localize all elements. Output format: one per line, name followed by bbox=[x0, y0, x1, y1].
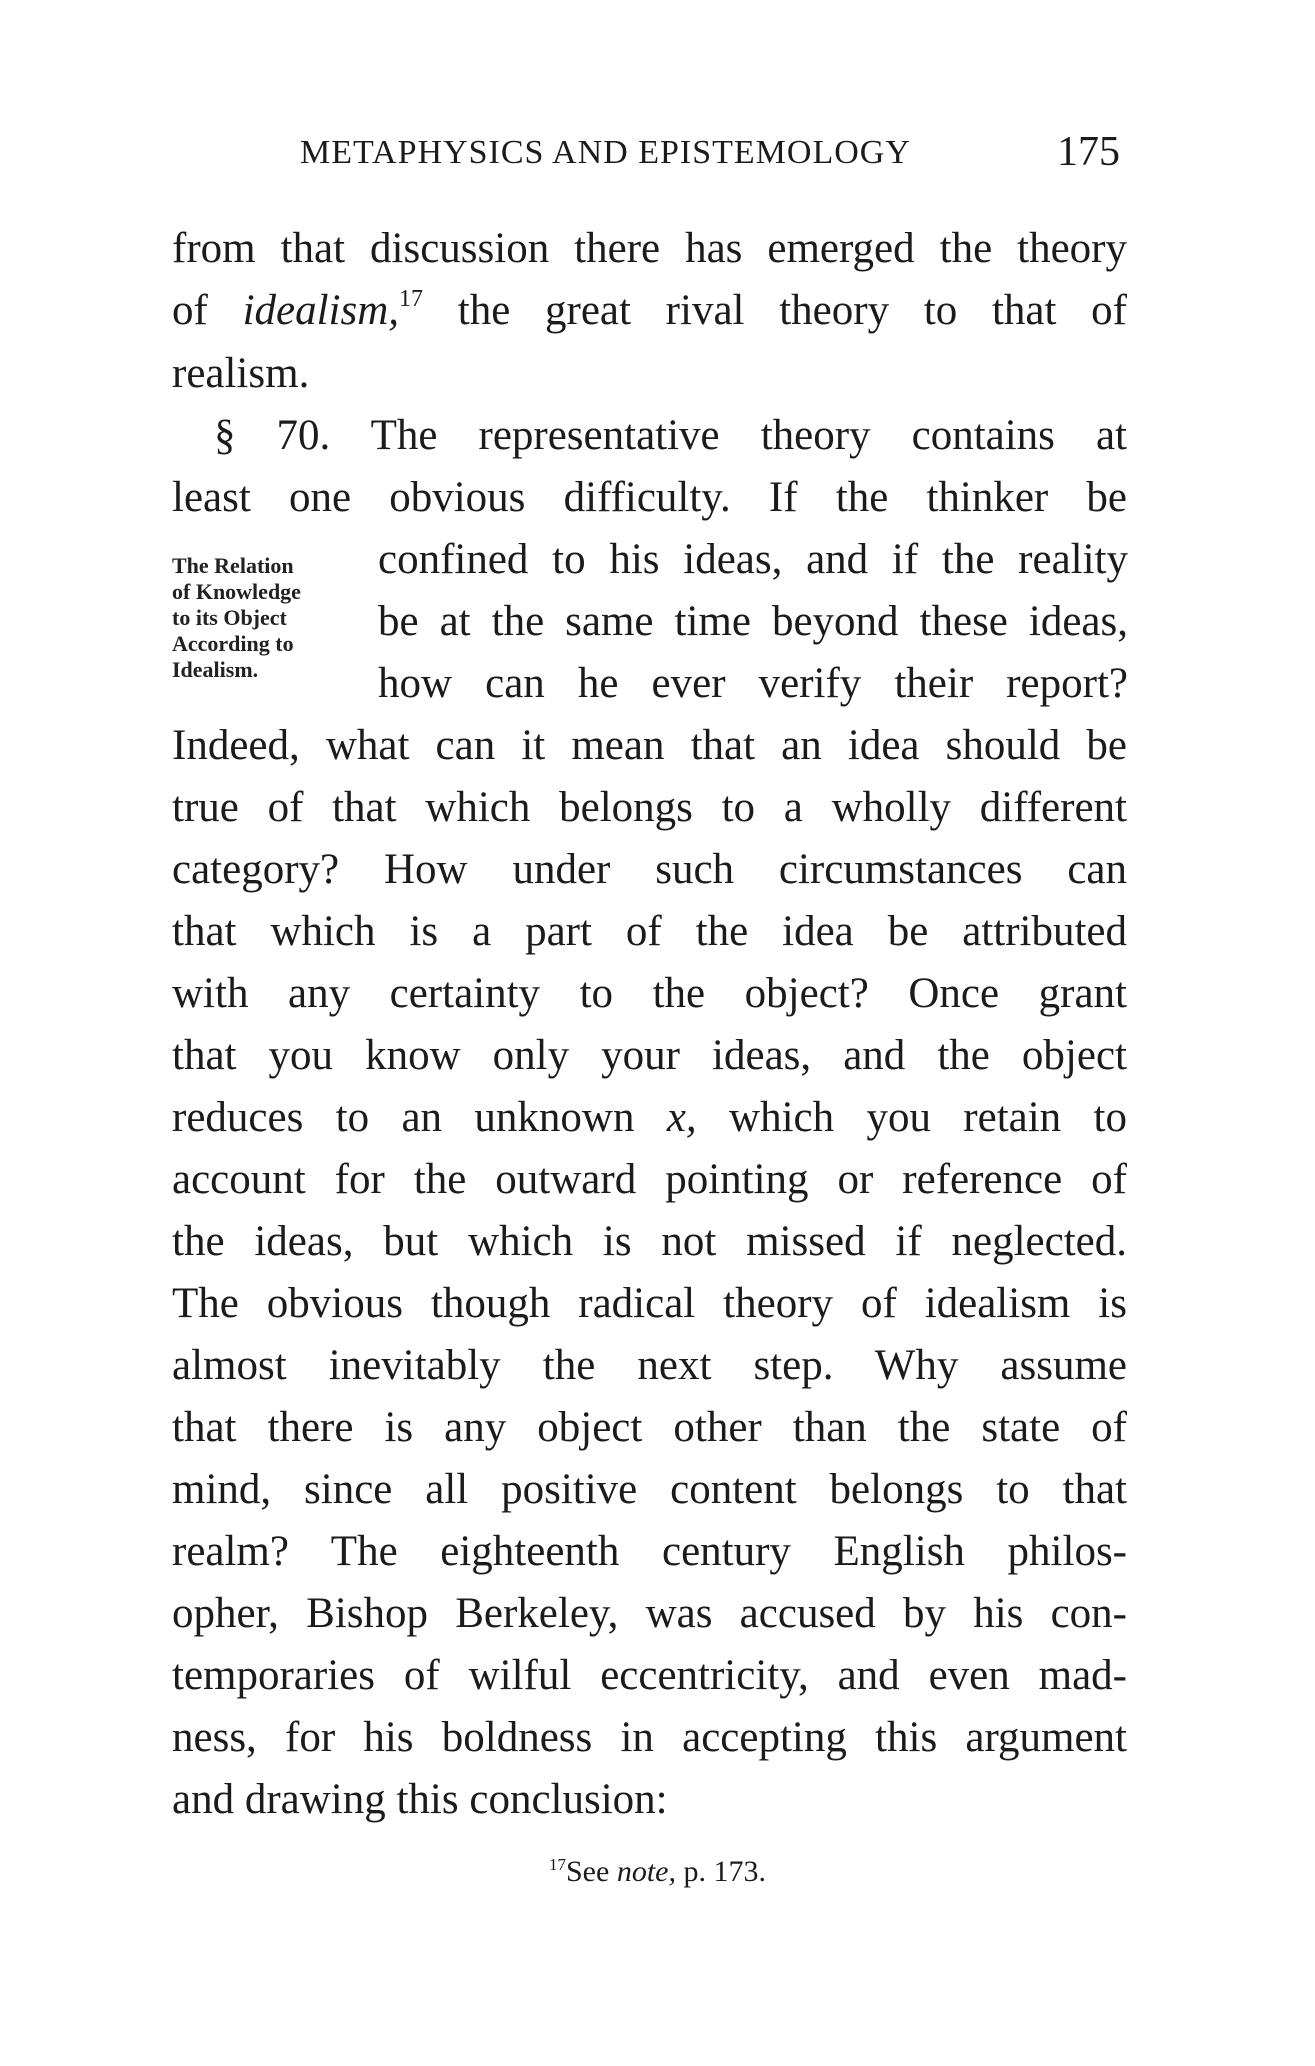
text-line-14: that you know only your ideas, and the object bbox=[172, 1032, 1127, 1079]
text-line-20: that there is any object other than the state of bbox=[172, 1404, 1127, 1451]
text-line-8: how can he ever verify their report? bbox=[378, 660, 1128, 707]
margin-note-line-3: to its Object bbox=[172, 605, 287, 630]
text-line-22: realm? The eighteenth century English philos- bbox=[172, 1528, 1127, 1575]
margin-note-line-1: The Relation bbox=[172, 553, 294, 578]
footnote-see: See bbox=[566, 1855, 617, 1888]
text-line-7: be at the same time beyond these ideas, bbox=[378, 598, 1128, 645]
page-number: 175 bbox=[1057, 129, 1120, 175]
text-line-23: opher, Bishop Berkeley, was accused by his con- bbox=[172, 1590, 1127, 1637]
text-line-2-start: of bbox=[172, 287, 243, 334]
margin-note-line-5: Idealism. bbox=[172, 657, 259, 682]
footnote-page-ref: p. 173. bbox=[675, 1855, 766, 1888]
text-line-2-end: the great rival theory to that of bbox=[423, 287, 1127, 334]
margin-note-line-4: According to bbox=[172, 631, 294, 656]
text-line-25: ness, for his boldness in accepting this argument bbox=[172, 1714, 1127, 1761]
footnote-ref-17: 17 bbox=[399, 286, 424, 312]
text-line-12: that which is a part of the idea be attributed bbox=[172, 908, 1127, 955]
text-line-16: account for the outward pointing or reference of bbox=[172, 1156, 1127, 1203]
text-line-2 bbox=[172, 284, 1127, 340]
text-line-21: mind, since all positive content belongs to that bbox=[172, 1466, 1127, 1513]
text-line-1: from that discussion there has emerged the theory bbox=[172, 225, 1127, 272]
text-line-6: confined to his ideas, and if the reality bbox=[378, 536, 1128, 583]
page-header bbox=[300, 128, 1120, 178]
italic-variable-x: x, bbox=[666, 1094, 697, 1141]
margin-note bbox=[172, 553, 372, 683]
text-line-15 bbox=[172, 1091, 1127, 1147]
text-line-4: § 70. The representative theory contains at bbox=[214, 412, 1127, 459]
text-line-15-end: which you retain to bbox=[696, 1094, 1127, 1141]
footnote-number: 17 bbox=[549, 1855, 566, 1874]
text-line-9: Indeed, what can it mean that an idea should be bbox=[172, 722, 1127, 769]
running-head: METAPHYSICS AND EPISTEMOLOGY bbox=[300, 134, 911, 171]
text-line-3: realism. bbox=[172, 350, 310, 397]
footnote-note-word: note, bbox=[616, 1855, 676, 1888]
footnote bbox=[0, 1855, 1315, 1889]
text-line-11: category? How under such circumstances can bbox=[172, 846, 1127, 893]
text-line-15-start: reduces to an unknown bbox=[172, 1094, 667, 1141]
text-line-18: The obvious though radical theory of idealism is bbox=[172, 1280, 1127, 1327]
text-line-17: the ideas, but which is not missed if neglected. bbox=[172, 1218, 1127, 1265]
text-line-5: least one obvious difficulty. If the thinker be bbox=[172, 474, 1127, 521]
text-line-13: with any certainty to the object? Once grant bbox=[172, 970, 1127, 1017]
margin-note-line-2: of Knowledge bbox=[172, 579, 301, 604]
italic-term-idealism: idealism, bbox=[242, 287, 400, 334]
text-line-19: almost inevitably the next step. Why assume bbox=[172, 1342, 1127, 1389]
text-line-10: true of that which belongs to a wholly different bbox=[172, 784, 1127, 831]
text-line-26: and drawing this conclusion: bbox=[172, 1776, 668, 1823]
text-line-24: temporaries of wilful eccentricity, and even mad- bbox=[172, 1652, 1127, 1699]
